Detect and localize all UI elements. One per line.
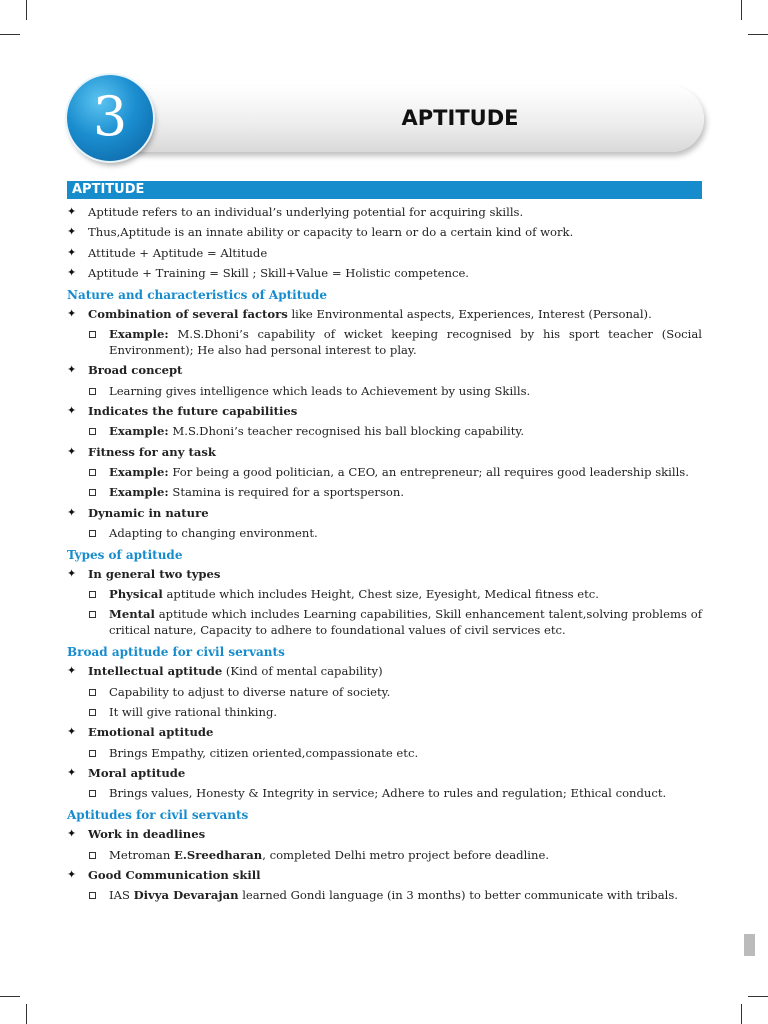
sub-bullet-text: Metroman: [109, 847, 174, 862]
crop-mark: [748, 34, 768, 35]
example-label: Example:: [109, 485, 169, 500]
bullet-text: Thus,Aptitude is an innate ability or capacity to learn or do a certain kind of work.: [88, 225, 574, 240]
intro-bullet: [67, 245, 702, 261]
sub-bullet-text: Brings values, Honesty & Integrity in service; Adhere to rules and regulation; Ethical conduct.: [109, 786, 667, 801]
types-bullet: [67, 566, 702, 582]
crop-mark: [748, 996, 768, 997]
sub-bullet-text: , completed Delhi metro project before deadline.: [262, 847, 550, 862]
types-sub-bullet: [67, 586, 702, 602]
chapter-title: APTITUDE: [401, 106, 519, 130]
subheading-nature: Nature and characteristics of Aptitude: [67, 287, 328, 302]
crop-mark: [26, 1004, 27, 1024]
crop-mark: [741, 1004, 742, 1024]
broad-sub-bullet: [67, 704, 702, 720]
crop-mark: [0, 34, 20, 35]
nature-sub-bullet: [67, 423, 702, 439]
example-label: Example:: [109, 464, 169, 479]
nature-bullet: [67, 505, 702, 521]
chapter-number: 3: [92, 85, 128, 148]
bullet-bold: Emotional aptitude: [88, 725, 214, 740]
section-title: APTITUDE: [72, 182, 145, 197]
subheading-aptitudes: Aptitudes for civil servants: [67, 808, 249, 823]
page-content: [67, 204, 702, 907]
person-name: Divya Devarajan: [133, 888, 239, 903]
bullet-bold: Good Communication skill: [88, 867, 261, 882]
nature-bullet: [67, 306, 702, 322]
nature-sub-bullet: [67, 383, 702, 399]
bullet-bold: Fitness for any task: [88, 444, 216, 459]
broad-sub-bullet: [67, 745, 702, 761]
nature-bullet: [67, 403, 702, 419]
example-text: M.S.Dhoni’s teacher recognised his ball blocking capability.: [168, 424, 525, 439]
subheading-types: Types of aptitude: [67, 547, 183, 562]
nature-bullet: [67, 444, 702, 460]
example-label: Example:: [109, 424, 169, 439]
bullet-bold: Intellectual aptitude: [88, 664, 223, 679]
bullet-bold: Indicates the future capabilities: [88, 404, 298, 419]
subheading-broad: Broad aptitude for civil servants: [67, 645, 285, 660]
sub-bullet-text: Adapting to changing environment.: [109, 525, 318, 540]
example-text: M.S.Dhoni’s capability of wicket keeping recognised by his sport teacher (Social Environment); He also had personal interest to play.: [109, 327, 702, 358]
nature-sub-bullet: [67, 326, 702, 358]
broad-bullet: [67, 663, 702, 679]
bullet-bold: Broad concept: [88, 363, 183, 378]
nature-sub-bullet: [67, 464, 702, 480]
bullet-bold: In general two types: [88, 566, 221, 581]
example-text: Stamina is required for a sportsperson.: [168, 485, 405, 500]
aptitudes-bullet: [67, 867, 702, 883]
nature-bullet: [67, 362, 702, 378]
sub-bullet-text: learned Gondi language (in 3 months) to better communicate with tribals.: [238, 888, 678, 903]
bullet-text: (Kind of mental capability): [222, 664, 383, 679]
bullet-text: Aptitude refers to an individual’s underlying potential for acquiring skills.: [88, 205, 524, 219]
person-name: E.Sreedharan: [173, 847, 263, 862]
broad-bullet: [67, 765, 702, 781]
nature-sub-bullet: [67, 484, 702, 500]
broad-sub-bullet: [67, 684, 702, 700]
aptitudes-bullet: [67, 826, 702, 842]
example-label: Example:: [109, 327, 169, 342]
bullet-text: like Environmental aspects, Experiences, Interest (Personal).: [287, 306, 652, 321]
bullet-bold: Work in deadlines: [88, 827, 206, 842]
page-edge-tab: [744, 934, 755, 956]
bullet-bold: Moral aptitude: [88, 765, 186, 780]
type-label: Mental: [109, 607, 155, 622]
type-label: Physical: [109, 587, 163, 602]
sub-bullet-text: Capability to adjust to diverse nature of society.: [109, 684, 391, 699]
intro-bullet: [67, 204, 702, 220]
broad-bullet: [67, 724, 702, 740]
nature-sub-bullet: [67, 525, 702, 541]
bullet-bold: Combination of several factors: [88, 306, 288, 321]
intro-bullet: [67, 224, 702, 240]
sub-bullet-text: IAS: [109, 888, 134, 903]
example-text: For being a good politician, a CEO, an entrepreneur; all requires good leadership skills.: [168, 464, 689, 479]
sub-bullet-text: Brings Empathy, citizen oriented,compassionate etc.: [109, 745, 419, 760]
bullet-bold: Dynamic in nature: [88, 505, 209, 520]
types-sub-bullet: [67, 606, 702, 638]
crop-mark: [26, 0, 27, 20]
crop-mark: [741, 0, 742, 20]
type-text: aptitude which includes Height, Chest size, Eyesight, Medical fitness etc.: [162, 587, 599, 602]
broad-sub-bullet: [67, 785, 702, 801]
intro-bullet: [67, 265, 702, 281]
type-text: aptitude which includes Learning capabilities, Skill enhancement talent,solving problems of critical nature, Capacity to adhere to foundational values of civil services etc.: [109, 607, 702, 638]
crop-mark: [0, 996, 20, 997]
sub-bullet-text: It will give rational thinking.: [109, 705, 278, 720]
sub-bullet-text: Learning gives intelligence which leads to Achievement by using Skills.: [109, 383, 531, 398]
section-title-bar: [67, 181, 702, 199]
aptitudes-sub-bullet: [67, 887, 702, 903]
bullet-text: Attitude + Aptitude = Altitude: [88, 245, 268, 260]
aptitudes-sub-bullet: [67, 847, 702, 863]
bullet-text: Aptitude + Training = Skill ; Skill+Value = Holistic competence.: [88, 265, 469, 280]
